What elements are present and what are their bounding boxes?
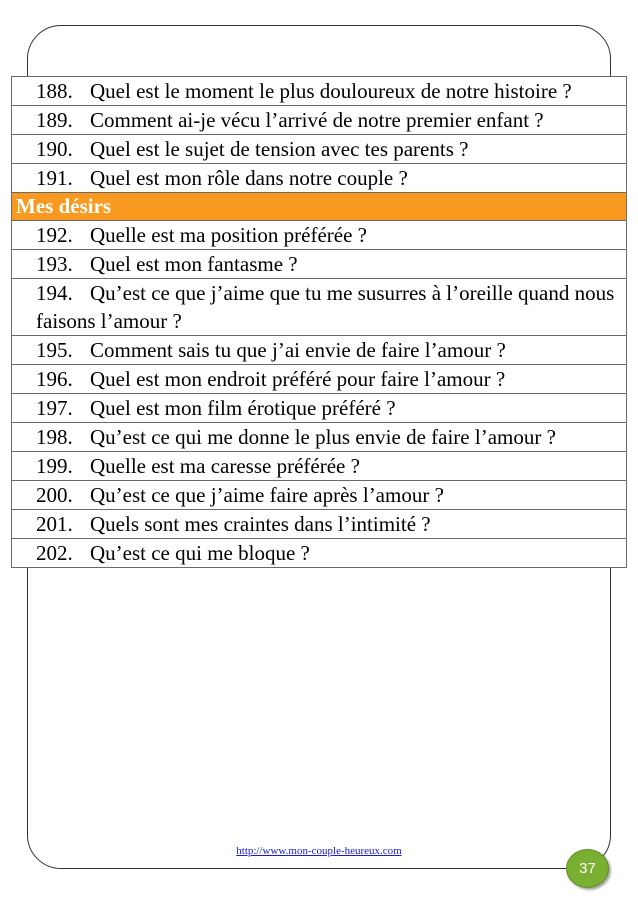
- question-row: [12, 77, 627, 106]
- section-header: [12, 193, 627, 221]
- question-text: Quel est le moment le plus douloureux de notre histoire ?: [90, 79, 572, 103]
- question-row: [12, 423, 627, 452]
- question-row: [12, 365, 627, 394]
- website-link[interactable]: http://www.mon-couple-heureux.com: [236, 845, 402, 857]
- question-text: Comment ai-je vécu l’arrivé de notre premier enfant ?: [90, 108, 544, 132]
- question-row: [12, 481, 627, 510]
- question-text: Qu’est ce qui me donne le plus envie de faire l’amour ?: [90, 425, 556, 449]
- question-number: 195.: [36, 338, 73, 362]
- section-title: Mes désirs: [12, 193, 627, 221]
- question-row: [12, 394, 627, 423]
- question-text: Qu’est ce qui me bloque ?: [90, 541, 310, 565]
- question-row: [12, 452, 627, 481]
- question-number: 190.: [36, 137, 73, 161]
- question-number: 202.: [36, 541, 73, 565]
- question-number: 191.: [36, 166, 73, 190]
- question-text: Quel est mon rôle dans notre couple ?: [90, 166, 408, 190]
- question-number: 188.: [36, 79, 73, 103]
- question-row: [12, 510, 627, 539]
- question-row: [12, 279, 627, 336]
- question-table: [11, 76, 627, 568]
- question-row: [12, 106, 627, 135]
- question-text: Quel est mon fantasme ?: [90, 252, 298, 276]
- question-text: Qu’est ce que j’aime faire après l’amour ?: [90, 483, 444, 507]
- question-text: Quel est le sujet de tension avec tes parents ?: [90, 137, 469, 161]
- question-row: [12, 336, 627, 365]
- question-text: Quel est mon film érotique préféré ?: [90, 396, 396, 420]
- question-number: 189.: [36, 108, 73, 132]
- question-text: Qu’est ce que j’aime que tu me susurres à l’oreille quand nous faisons l’amour ?: [36, 281, 615, 333]
- question-number: 201.: [36, 512, 73, 536]
- question-number: 197.: [36, 396, 73, 420]
- page-number-badge: 37: [566, 849, 609, 888]
- question-row: [12, 164, 627, 193]
- question-row: [12, 250, 627, 279]
- question-text: Quels sont mes craintes dans l’intimité ?: [90, 512, 431, 536]
- question-number: 193.: [36, 252, 73, 276]
- question-text: Quel est mon endroit préféré pour faire l’amour ?: [90, 367, 506, 391]
- question-number: 194.: [36, 281, 73, 305]
- question-text: Quelle est ma caresse préférée ?: [90, 454, 360, 478]
- question-row: [12, 135, 627, 164]
- question-text: Quelle est ma position préférée ?: [90, 223, 367, 247]
- question-row: [12, 221, 627, 250]
- question-number: 192.: [36, 223, 73, 247]
- question-number: 200.: [36, 483, 73, 507]
- question-row: [12, 539, 627, 568]
- question-number: 196.: [36, 367, 73, 391]
- question-number: 199.: [36, 454, 73, 478]
- question-number: 198.: [36, 425, 73, 449]
- question-text: Comment sais tu que j’ai envie de faire l’amour ?: [90, 338, 506, 362]
